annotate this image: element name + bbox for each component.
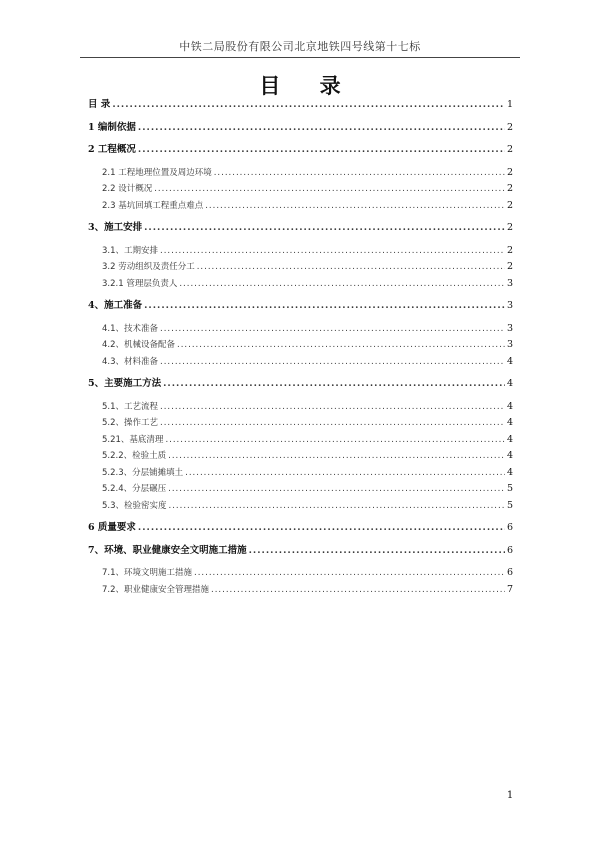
toc-leader-dots <box>138 120 505 137</box>
toc-leader-dots <box>169 498 505 515</box>
toc-entry[interactable] <box>88 120 513 137</box>
toc-entry-label: 2.3 基坑回填工程重点难点 <box>102 200 204 211</box>
toc-leader-dots <box>205 198 505 215</box>
toc-entry[interactable] <box>88 376 513 393</box>
toc-entry[interactable] <box>88 165 513 182</box>
toc-entry-page: 2 <box>506 244 513 256</box>
toc-entry-page: 4 <box>506 466 513 478</box>
toc-leader-dots <box>138 520 505 537</box>
toc-entry-label: 7.1、环境文明施工措施 <box>102 568 193 578</box>
toc-entry-page: 2 <box>506 144 513 155</box>
toc-entry[interactable] <box>88 243 513 260</box>
toc-entry[interactable] <box>88 298 513 315</box>
toc-entry-page: 1 <box>506 99 513 110</box>
toc-leader-dots <box>165 432 505 449</box>
toc-leader-dots <box>144 298 505 315</box>
toc-leader-dots <box>160 321 505 338</box>
toc-leader-dots <box>160 243 505 260</box>
toc-entry[interactable] <box>88 481 513 498</box>
toc-entry[interactable] <box>88 354 513 371</box>
toc-entry-label: 6 质量要求 <box>88 522 136 533</box>
toc-leader-dots <box>160 354 505 371</box>
toc-entry-label: 5.3、检验密实度 <box>102 500 167 511</box>
toc-leader-dots <box>249 543 505 560</box>
toc-entry[interactable] <box>88 97 513 114</box>
toc-leader-dots <box>168 481 505 498</box>
toc-entry[interactable] <box>88 432 513 449</box>
toc-leader-dots <box>211 582 505 599</box>
toc-entry-page: 6 <box>506 544 513 556</box>
toc-entry-page: 3 <box>506 277 513 289</box>
toc-entry-page: 4 <box>506 400 513 412</box>
header-divider <box>80 57 520 58</box>
toc-entry-page: 6 <box>506 567 513 578</box>
toc-entry[interactable] <box>88 259 513 276</box>
toc-entry-label: 2.2 设计概况 <box>102 184 153 194</box>
toc-leader-dots <box>112 97 505 114</box>
toc-entry[interactable] <box>88 520 513 537</box>
toc-leader-dots <box>194 565 505 582</box>
toc-leader-dots <box>197 259 505 276</box>
toc-entry[interactable] <box>88 321 513 338</box>
toc-entry[interactable] <box>88 220 513 237</box>
toc-entry-label: 目 录 <box>88 99 111 110</box>
toc-leader-dots <box>138 142 505 159</box>
toc-entry-label: 5.2.2、检验土质 <box>102 451 167 461</box>
toc-entry-label: 5.2.3、分层铺摊填土 <box>102 467 184 478</box>
toc-entry-label: 3.1、工期安排 <box>102 245 159 256</box>
toc-leader-dots <box>163 376 505 393</box>
toc-entry-label: 5、主要施工方法 <box>88 378 162 389</box>
toc-entry-page: 2 <box>506 222 513 233</box>
toc-entry-page: 3 <box>506 300 513 311</box>
toc-leader-dots <box>160 415 505 432</box>
toc-leader-dots <box>168 448 505 465</box>
toc-entry[interactable] <box>88 415 513 432</box>
toc-entry-label: 5.2、操作工艺 <box>102 418 159 428</box>
toc-entry[interactable] <box>88 565 513 582</box>
toc-entry-page: 5 <box>506 499 513 511</box>
toc-entry[interactable] <box>88 399 513 416</box>
toc-entry-page: 4 <box>506 450 513 461</box>
toc-entry-page: 4 <box>506 417 513 428</box>
toc-entry-page: 3 <box>506 339 513 350</box>
toc-entry-page: 6 <box>506 522 513 533</box>
toc-entry-label: 2.1 工程地理位置及周边环境 <box>102 167 212 178</box>
toc-entry-label: 7、环境、职业健康安全文明施工措施 <box>88 544 247 556</box>
toc-entry[interactable] <box>88 543 513 560</box>
toc-leader-dots <box>160 399 505 416</box>
toc-entry[interactable] <box>88 448 513 465</box>
toc-leader-dots <box>179 276 505 293</box>
toc-entry-page: 4 <box>506 378 513 389</box>
toc-entry-label: 5.21、基底清理 <box>102 434 164 445</box>
toc-entry-page: 5 <box>506 483 513 494</box>
toc-entry-page: 2 <box>506 183 513 194</box>
toc-entry-label: 7.2、职业健康安全管理措施 <box>102 584 210 595</box>
toc-entry-page: 3 <box>506 322 513 334</box>
toc-leader-dots <box>144 220 505 237</box>
page-number: 1 <box>506 790 514 801</box>
toc-entry[interactable] <box>88 276 513 293</box>
toc-entry-label: 3、施工安排 <box>88 222 143 233</box>
toc-entry-label: 4、施工准备 <box>88 300 143 311</box>
toc-entry[interactable] <box>88 142 513 159</box>
toc-entry-page: 2 <box>506 261 513 272</box>
toc-entry-label: 4.2、机械设备配备 <box>102 340 176 350</box>
toc-leader-dots <box>185 465 505 482</box>
toc-entry[interactable] <box>88 337 513 354</box>
table-of-contents <box>88 97 513 598</box>
toc-leader-dots <box>177 337 505 354</box>
toc-entry-page: 4 <box>506 433 513 445</box>
toc-entry[interactable] <box>88 181 513 198</box>
toc-entry-page: 4 <box>506 355 513 367</box>
toc-leader-dots <box>154 181 505 198</box>
toc-entry[interactable] <box>88 498 513 515</box>
page-title: 目 录 <box>259 73 357 98</box>
toc-entry-label: 5.1、工艺流程 <box>102 401 159 412</box>
toc-entry-label: 5.2.4、分层碾压 <box>102 484 167 494</box>
toc-entry-page: 2 <box>506 199 513 211</box>
toc-entry-page: 7 <box>506 583 513 595</box>
toc-leader-dots <box>214 165 505 182</box>
toc-entry-label: 3.2 劳动组织及责任分工 <box>102 262 195 272</box>
toc-entry-page: 2 <box>506 121 513 133</box>
page-header: 中铁二局股份有限公司北京地铁四号线第十七标 <box>179 40 421 53</box>
toc-entry-page: 2 <box>506 166 513 178</box>
toc-entry-label: 2 工程概况 <box>88 144 136 155</box>
toc-entry[interactable] <box>88 198 513 215</box>
toc-entry-label: 1 编制依据 <box>88 121 136 133</box>
toc-entry-label: 4.3、材料准备 <box>102 356 159 367</box>
toc-entry[interactable] <box>88 465 513 482</box>
toc-entry[interactable] <box>88 582 513 599</box>
toc-entry-label: 4.1、技术准备 <box>102 323 159 334</box>
toc-entry-label: 3.2.1 管理层负责人 <box>102 278 178 289</box>
